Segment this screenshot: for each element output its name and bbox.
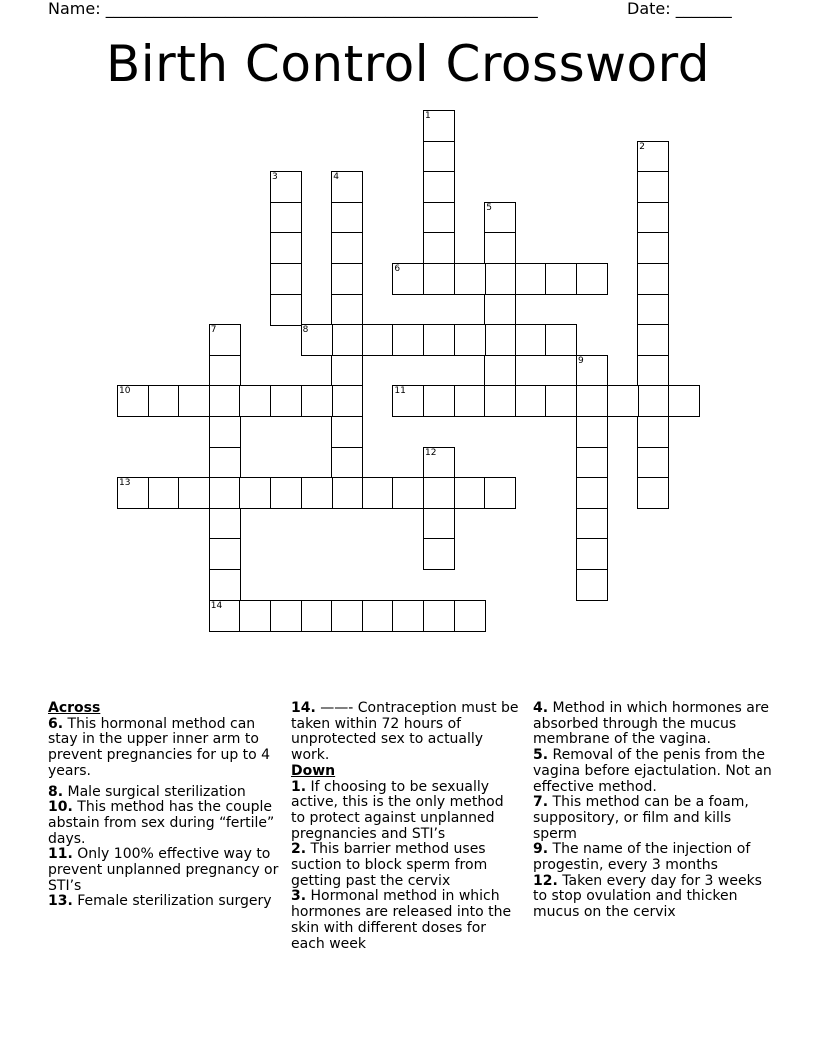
crossword-cell[interactable] bbox=[637, 416, 669, 448]
crossword-cell[interactable] bbox=[331, 171, 363, 203]
across-heading: Across bbox=[48, 700, 101, 716]
crossword-cell[interactable] bbox=[484, 477, 516, 509]
clue-number: 1. bbox=[291, 778, 307, 795]
crossword-cell[interactable] bbox=[576, 508, 608, 540]
crossword-cell[interactable] bbox=[209, 355, 241, 387]
crossword-cell[interactable] bbox=[423, 263, 455, 295]
cell-number: 6 bbox=[394, 264, 401, 274]
clue-number: 11. bbox=[48, 846, 73, 863]
crossword-cell[interactable] bbox=[331, 324, 363, 356]
crossword-cell[interactable] bbox=[270, 171, 302, 203]
crossword-cell[interactable] bbox=[576, 477, 608, 509]
clue-across-8 bbox=[48, 785, 280, 801]
clue-number: 10. bbox=[48, 799, 73, 816]
clue-text: This hormonal method can stay in the upper inner arm to prevent pregnancies for up to 4 years. bbox=[48, 715, 271, 779]
crossword-cell[interactable] bbox=[362, 600, 394, 632]
crossword-cell[interactable] bbox=[637, 294, 669, 326]
clue-text: Removal of the penis from the vagina before ejactulation. Not an effective method. bbox=[533, 747, 772, 795]
cell-number: 3 bbox=[272, 172, 278, 183]
crossword-cell[interactable] bbox=[209, 477, 241, 509]
crossword-cell[interactable] bbox=[454, 324, 486, 356]
name-label: Name: bbox=[48, 0, 106, 18]
crossword-cell[interactable] bbox=[301, 385, 333, 417]
crossword-cell[interactable] bbox=[178, 385, 210, 417]
clue-number: 7. bbox=[533, 794, 549, 811]
crossword-cell[interactable] bbox=[209, 385, 241, 417]
clue-text: Male surgical sterilization bbox=[67, 783, 246, 800]
crossword-cell[interactable] bbox=[423, 324, 455, 356]
clue-down-12 bbox=[533, 874, 773, 921]
crossword-cell[interactable] bbox=[637, 324, 669, 356]
clue-across-14 bbox=[291, 701, 521, 764]
crossword-cell[interactable] bbox=[239, 385, 271, 417]
crossword-cell[interactable] bbox=[576, 385, 608, 417]
clue-number: 5. bbox=[533, 747, 549, 764]
date-field: Date: _______ bbox=[627, 0, 732, 18]
crossword-cell[interactable] bbox=[270, 477, 302, 509]
cell-number: 5 bbox=[486, 202, 492, 213]
crossword-cell[interactable] bbox=[331, 355, 363, 387]
crossword-cell[interactable] bbox=[392, 385, 424, 417]
crossword-cell[interactable] bbox=[454, 385, 486, 417]
crossword-cell[interactable] bbox=[423, 232, 455, 264]
crossword-cell[interactable] bbox=[423, 141, 455, 173]
crossword-cell[interactable] bbox=[392, 263, 424, 295]
crossword-cell[interactable] bbox=[331, 416, 363, 448]
crossword-cell[interactable] bbox=[484, 202, 516, 234]
crossword-cell[interactable] bbox=[454, 477, 486, 509]
crossword-cell[interactable] bbox=[484, 355, 516, 387]
crossword-cell[interactable] bbox=[331, 232, 363, 264]
crossword-cell[interactable] bbox=[545, 263, 577, 295]
crossword-cell[interactable] bbox=[637, 447, 669, 479]
crossword-cell[interactable] bbox=[668, 385, 700, 417]
crossword-cell[interactable] bbox=[209, 508, 241, 540]
crossword-cell[interactable] bbox=[454, 600, 486, 632]
cell-number: 10 bbox=[119, 386, 131, 397]
crossword-cell[interactable] bbox=[545, 385, 577, 417]
crossword-cell[interactable] bbox=[637, 202, 669, 234]
clues-column-1 bbox=[48, 701, 280, 910]
crossword-cell[interactable] bbox=[423, 447, 455, 479]
crossword-cell[interactable] bbox=[423, 477, 455, 509]
cell-number: 13 bbox=[119, 478, 131, 489]
crossword-cell[interactable] bbox=[331, 263, 363, 295]
crossword-cell[interactable] bbox=[392, 600, 424, 632]
clue-down-4 bbox=[533, 701, 773, 748]
crossword-cell[interactable] bbox=[117, 477, 149, 509]
crossword-cell[interactable] bbox=[239, 477, 271, 509]
clue-text: Taken every day for 3 weeks to stop ovulation and thicken mucus on the cervix bbox=[533, 872, 762, 921]
cell-number: 9 bbox=[578, 355, 584, 366]
crossword-cell[interactable] bbox=[576, 416, 608, 448]
crossword-cell[interactable] bbox=[637, 171, 669, 203]
crossword-cell[interactable] bbox=[239, 600, 271, 632]
crossword-cell[interactable] bbox=[423, 538, 455, 570]
crossword-cell[interactable] bbox=[423, 600, 455, 632]
clue-number: 4. bbox=[533, 700, 549, 716]
crossword-cell[interactable] bbox=[576, 355, 608, 387]
crossword-cell[interactable] bbox=[178, 477, 210, 509]
crossword-cell[interactable] bbox=[270, 202, 302, 234]
crossword-cell[interactable] bbox=[423, 171, 455, 203]
crossword-cell[interactable] bbox=[209, 569, 241, 601]
clue-down-7 bbox=[533, 795, 773, 842]
clue-down-2 bbox=[291, 842, 521, 889]
clue-number: 12. bbox=[533, 872, 558, 889]
down-heading: Down bbox=[291, 762, 336, 779]
crossword-cell[interactable] bbox=[637, 232, 669, 264]
clues-column-2 bbox=[291, 701, 521, 952]
crossword-cell[interactable] bbox=[331, 447, 363, 479]
cell-number: 14 bbox=[210, 600, 223, 611]
crossword-cell[interactable] bbox=[454, 263, 486, 295]
crossword-cell[interactable] bbox=[515, 324, 547, 356]
cell-number: 12 bbox=[425, 447, 437, 458]
crossword-cell[interactable] bbox=[515, 263, 547, 295]
clue-text: Female sterilization surgery bbox=[77, 893, 272, 910]
crossword-cell[interactable] bbox=[301, 600, 333, 632]
clue-text: This method has the couple abstain from sex during “fertile” days. bbox=[48, 799, 275, 847]
crossword-cell[interactable] bbox=[270, 385, 302, 417]
clues-column-3 bbox=[533, 701, 773, 921]
crossword-cell[interactable] bbox=[331, 477, 363, 509]
crossword-cell[interactable] bbox=[576, 447, 608, 479]
crossword-cell[interactable] bbox=[362, 477, 394, 509]
clue-text: If choosing to be sexually active, this is the only method to protect against unplanned pregnancies and STI’s bbox=[291, 778, 504, 842]
clue-down-5 bbox=[533, 748, 773, 795]
crossword-cell[interactable] bbox=[148, 385, 180, 417]
clue-text: Method in which hormones are absorbed through the mucus membrane of the vagina. bbox=[533, 700, 769, 748]
page-title: Birth Control Crossword bbox=[105, 35, 711, 93]
crossword-cell[interactable] bbox=[301, 477, 333, 509]
clue-down-1 bbox=[291, 780, 521, 843]
crossword-cell[interactable] bbox=[423, 385, 455, 417]
cell-number: 11 bbox=[394, 386, 406, 397]
clue-text: This barrier method uses suction to block sperm from getting past the cervix bbox=[291, 841, 488, 889]
crossword-cell[interactable] bbox=[484, 294, 516, 326]
crossword-cell[interactable] bbox=[270, 232, 302, 264]
clue-text: Hormonal method in which hormones are released into the skin with different doses for each week bbox=[291, 888, 512, 952]
crossword-cell[interactable] bbox=[576, 263, 608, 295]
name-line: ______________________________________________________ bbox=[105, 0, 538, 18]
crossword-cell[interactable] bbox=[607, 385, 639, 417]
clue-across-6 bbox=[48, 717, 280, 780]
cell-number: 4 bbox=[333, 172, 339, 183]
clue-text: Only 100% effective way to prevent unplanned pregnancy or STI’s bbox=[48, 846, 279, 894]
crossword-cell[interactable] bbox=[392, 324, 424, 356]
crossword-cell[interactable] bbox=[209, 447, 241, 479]
crossword-cell[interactable] bbox=[576, 538, 608, 570]
crossword-cell[interactable] bbox=[209, 600, 241, 632]
crossword-cell[interactable] bbox=[301, 324, 333, 356]
clue-text: The name of the injection of progestin, every 3 months bbox=[533, 841, 751, 874]
clue-number: 3. bbox=[291, 888, 307, 905]
crossword-cell[interactable] bbox=[209, 538, 241, 570]
clue-number: 14. bbox=[291, 700, 316, 716]
clue-number: 9. bbox=[533, 841, 549, 858]
crossword-cell[interactable] bbox=[423, 202, 455, 234]
crossword-cell[interactable] bbox=[331, 600, 363, 632]
clue-number: 13. bbox=[48, 893, 73, 910]
crossword-cell[interactable] bbox=[484, 263, 516, 295]
crossword-cell[interactable] bbox=[117, 385, 149, 417]
crossword-cell[interactable] bbox=[423, 508, 455, 540]
crossword-cell[interactable] bbox=[270, 600, 302, 632]
clue-number: 6. bbox=[48, 715, 64, 732]
crossword-cell[interactable] bbox=[209, 324, 241, 356]
crossword-cell[interactable] bbox=[484, 324, 516, 356]
crossword-cell[interactable] bbox=[209, 416, 241, 448]
clue-text: ——- Contraception must be taken within 72 hours of unprotected sex to actually work. bbox=[291, 700, 519, 764]
crossword-cell[interactable] bbox=[148, 477, 180, 509]
clue-across-10 bbox=[48, 800, 280, 847]
crossword-cell[interactable] bbox=[637, 355, 669, 387]
crossword-cell[interactable] bbox=[270, 294, 302, 326]
clue-number: 8. bbox=[48, 783, 64, 800]
crossword-cell[interactable] bbox=[423, 110, 455, 142]
cell-number: 2 bbox=[639, 141, 645, 152]
crossword-cell[interactable] bbox=[484, 232, 516, 264]
crossword-cell[interactable] bbox=[331, 385, 363, 417]
name-field bbox=[48, 0, 538, 18]
crossword-cell[interactable] bbox=[576, 569, 608, 601]
clue-text: This method can be a foam, suppository, or film and kills sperm bbox=[533, 794, 749, 842]
crossword-cell[interactable] bbox=[637, 477, 669, 509]
cell-number: 7 bbox=[210, 325, 217, 336]
crossword-cell[interactable] bbox=[637, 263, 669, 295]
clue-down-9 bbox=[533, 842, 773, 873]
clue-number: 2. bbox=[291, 841, 307, 858]
clue-down-3 bbox=[291, 889, 521, 952]
crossword-cell[interactable] bbox=[637, 141, 669, 173]
crossword-cell[interactable] bbox=[484, 385, 516, 417]
cell-number: 1 bbox=[425, 111, 431, 121]
crossword-cell[interactable] bbox=[637, 385, 669, 417]
crossword-cell[interactable] bbox=[270, 263, 302, 295]
crossword-cell[interactable] bbox=[392, 477, 424, 509]
crossword-cell[interactable] bbox=[362, 324, 394, 356]
cell-number: 8 bbox=[302, 325, 309, 336]
crossword-cell[interactable] bbox=[331, 202, 363, 234]
clue-across-11 bbox=[48, 847, 280, 894]
clue-across-13 bbox=[48, 894, 280, 910]
crossword-cell[interactable] bbox=[515, 385, 547, 417]
crossword-cell[interactable] bbox=[331, 294, 363, 326]
crossword-cell[interactable] bbox=[545, 324, 577, 356]
